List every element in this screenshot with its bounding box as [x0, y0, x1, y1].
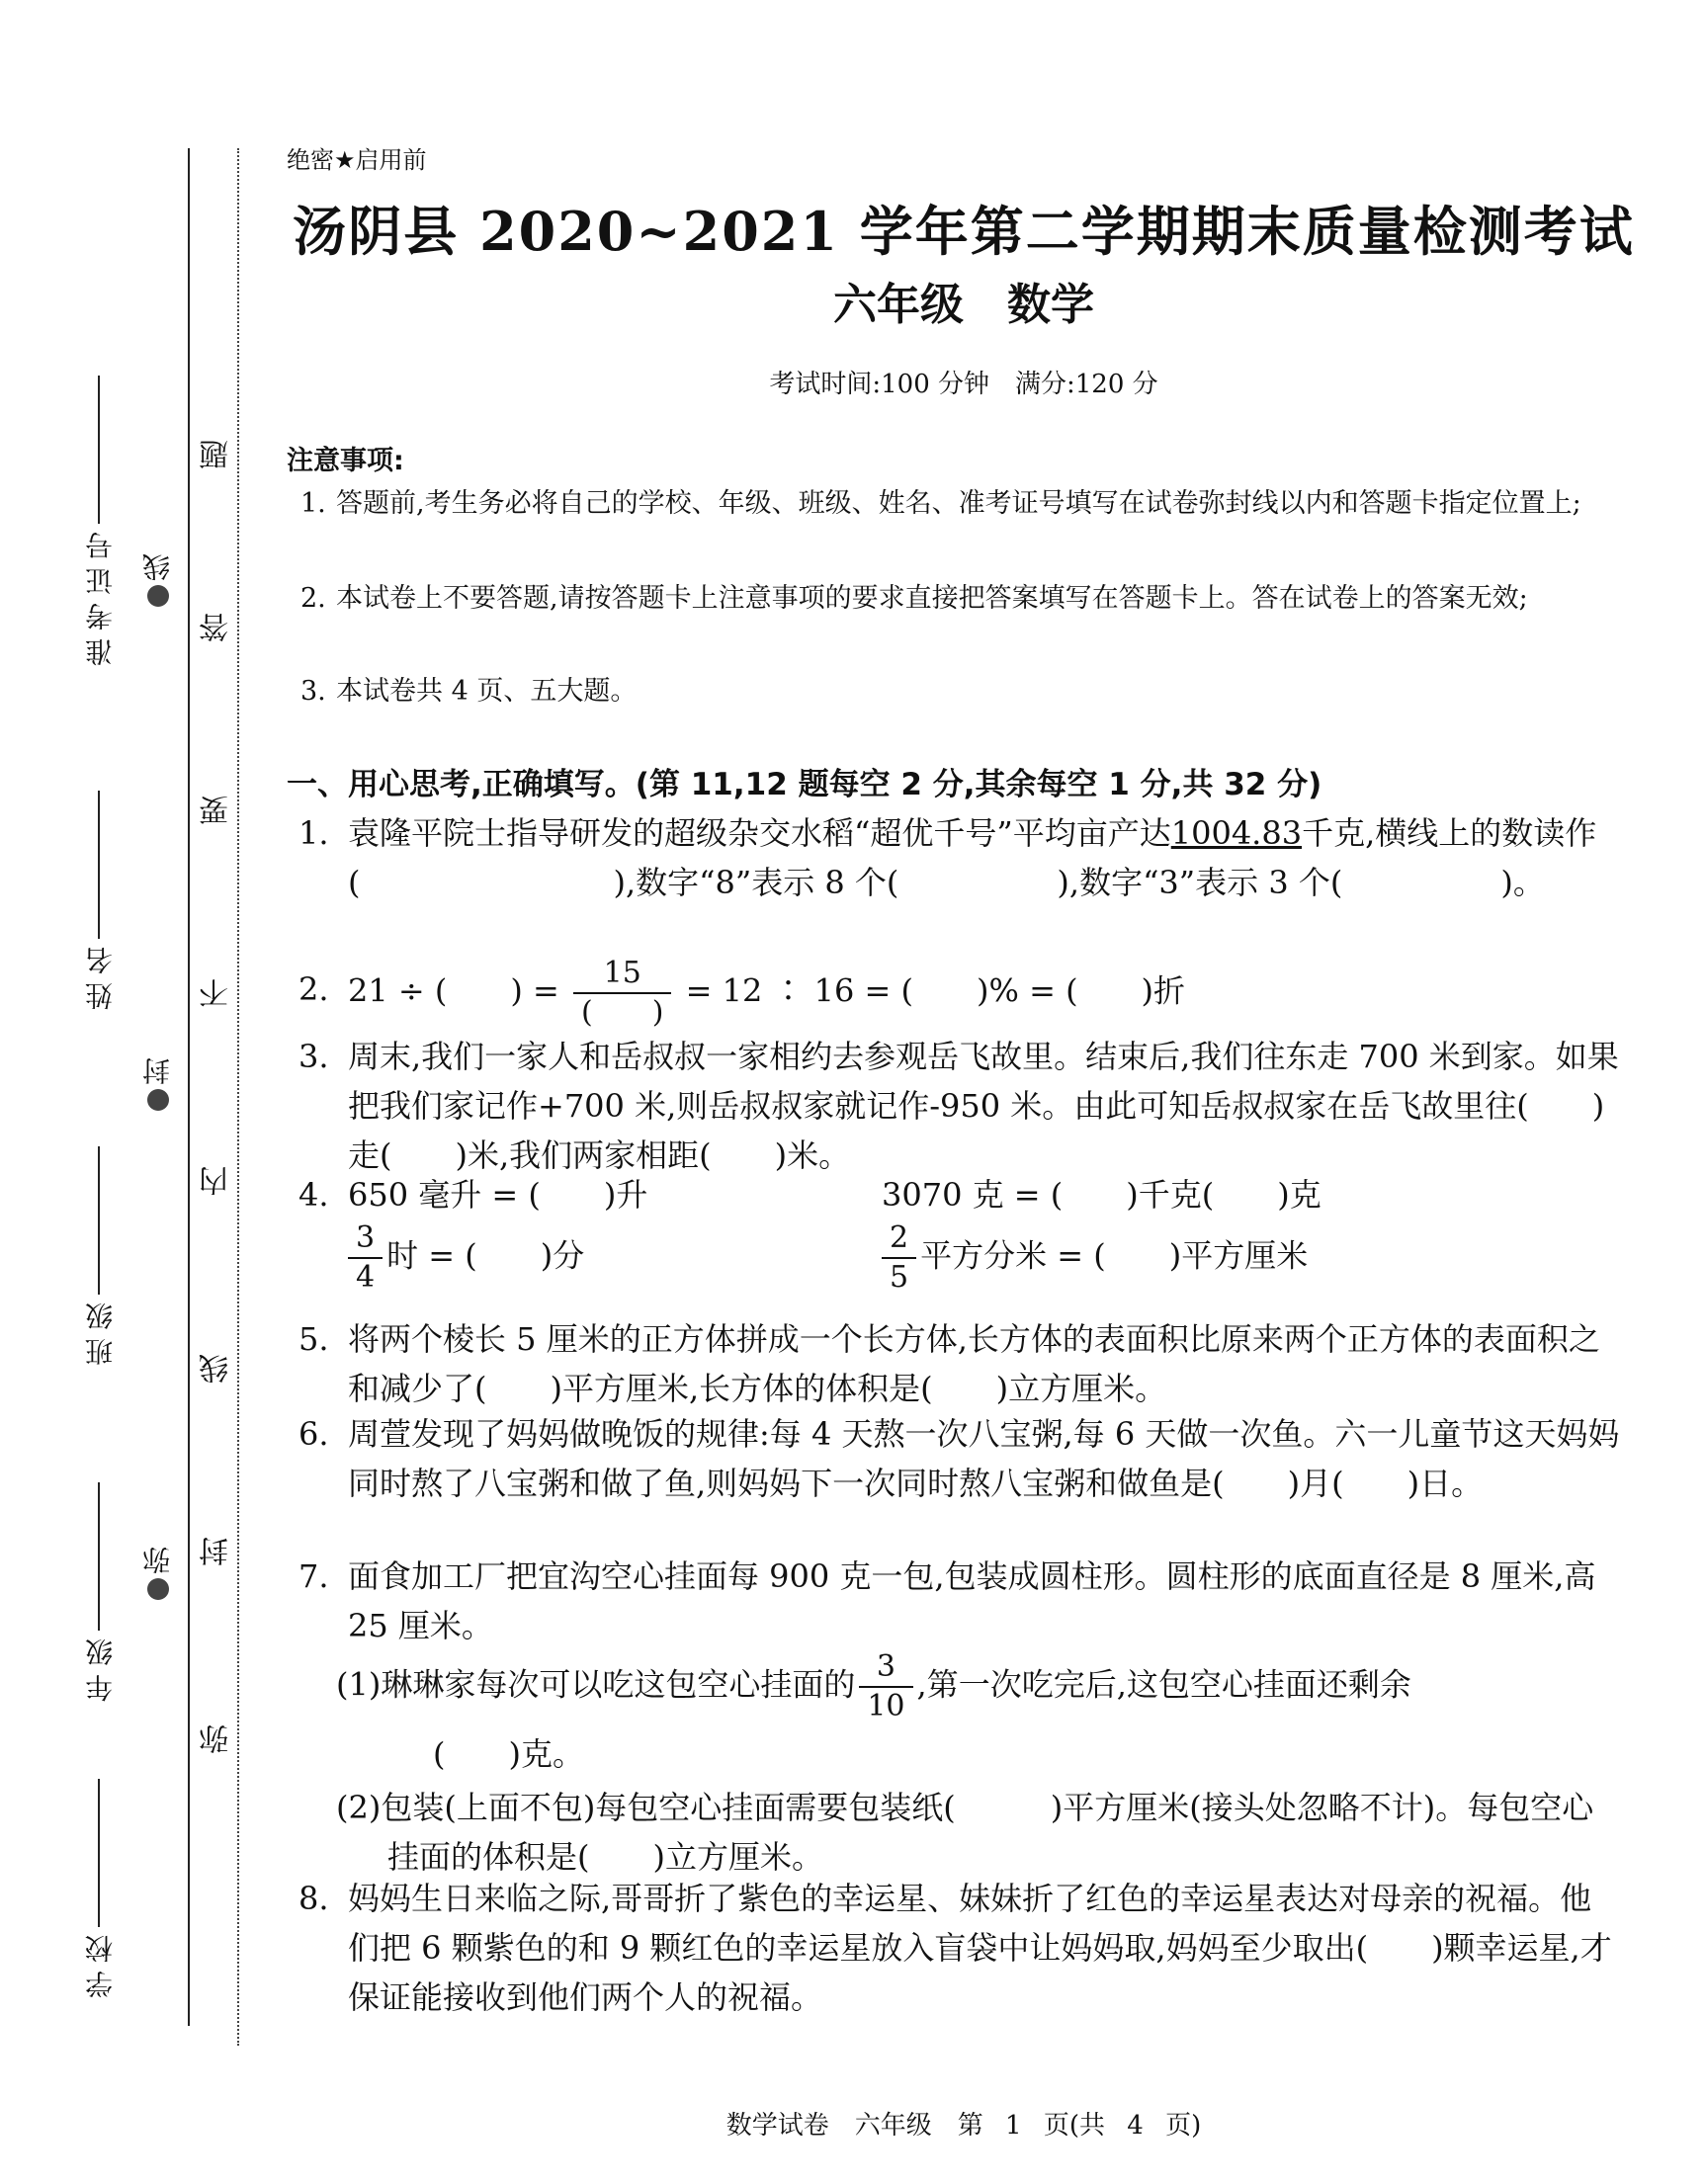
note-item: 2. 本试卷上不要答题,请按答题卡上注意事项的要求直接把答案填写在答题卡上。答在试卷上的答案无效;	[300, 583, 1528, 614]
page-title: 汤阴县 2020~2021 学年第二学期期末质量检测考试	[293, 200, 1635, 263]
class-label: 班级	[81, 1146, 121, 1366]
q4-part-c: $\frac{3}{4}$ 时 = ( )分	[348, 1219, 584, 1297]
q4-part-a: 650 毫升 = ( )升	[348, 1176, 648, 1214]
seal-char: 题	[200, 440, 234, 469]
note-item: 1. 答题前,考生务必将自己的学校、年级、班级、姓名、准考证号填写在试卷弥封线以内和答题卡指定位置上;	[300, 488, 1581, 519]
page-subtitle: 六年级 数学	[833, 280, 1094, 330]
question-4: 4. 650 毫升 = ( )升 3070 克 = ( )千克( )克 $\frac{3}{4}$ 时 = ( )分 $\frac{2}{5}$ 平方分米 = ( )平方厘米	[348, 1170, 1623, 1308]
notes-title: 注意事项:	[287, 446, 404, 476]
question-8: 8. 妈妈生日来临之际,哥哥折了紫色的幸运星、妹妹折了红色的幸运星表达对母亲的祝福。他们把 6 颗紫色的和 9 颗红色的幸运星放入盲袋中让妈妈取,妈妈至少取出( )颗幸运星,才保证能接收到他们两个人的祝福。	[298, 1880, 1612, 2016]
secret-label: 绝密★启用前	[287, 146, 427, 174]
seal-char: 封	[200, 1537, 234, 1566]
binding-dotted-line	[237, 148, 239, 2046]
question-2: 2. 21 ÷ ( ) = $\frac{15}{( )}$ = 12 ∶ 16 = ( )% = ( )折	[298, 956, 1186, 1030]
seal-dot-icon	[147, 585, 169, 607]
page-footer: 数学试卷 六年级 第 1 页(共 4 页)	[725, 2111, 1202, 2141]
seal-char: 内	[200, 1166, 234, 1196]
seal-char: 要	[200, 796, 234, 825]
fraction: $\frac{3}{10}$	[859, 1648, 912, 1725]
question-3: 3. 周末,我们一家人和岳叔叔一家相约去参观岳飞故里。结束后,我们往东走 700 米到家。如果把我们家记作+700 米,则岳叔叔家就记作-950 米。由此可知岳叔叔家在岳飞故里往( )走( )米,我们两家相距( )米。	[298, 1038, 1619, 1174]
question-7-part-2: (2)包装(上面不包)每包空心挂面需要包装纸( )平方厘米(接头处忽略不计)。每包空心挂面的体积是( )立方厘米。	[336, 1789, 1594, 1876]
school-label: 学校	[81, 1779, 121, 1998]
name-label: 姓名	[81, 791, 121, 1010]
underlined-number: 1004.83	[1170, 814, 1303, 852]
question-1: 1. 袁隆平院士指导研发的超级杂交水稻“超优千号”平均亩产达1004.83千克,横线上的数读作( ),数字“8”表示 8 个( ),数字“3”表示 3 个( )。	[298, 814, 1597, 901]
question-7-part-1: (1)琳琳家每次可以吃这包空心挂面的 $\frac{3}{10}$ ,第一次吃完后,这包空心挂面还剩余	[336, 1649, 1411, 1723]
exam-id-label: 准考证号	[81, 376, 121, 666]
grade-label: 年级	[81, 1482, 121, 1702]
mark-feng: 封	[138, 1057, 178, 1111]
question-6: 6. 周萱发现了妈妈做晚饭的规律:每 4 天熬一次八宝粥,每 6 天做一次鱼。六一儿童节这天妈妈同时熬了八宝粥和做了鱼,则妈妈下一次同时熬八宝粥和做鱼是( )月( )日。	[298, 1415, 1620, 1502]
seal-char: 弥	[200, 1724, 234, 1754]
exam-info: 考试时间:100 分钟 满分:120 分	[769, 370, 1158, 399]
question-7: 7. 面食加工厂把宜沟空心挂面每 900 克一包,包装成圆柱形。圆柱形的底面直径是 8 厘米,高 25 厘米。	[298, 1557, 1596, 1644]
seal-char: 线	[200, 1354, 234, 1384]
seal-dot-icon	[147, 1089, 169, 1111]
mark-mi: 弥	[138, 1547, 178, 1600]
seal-dot-icon	[147, 1578, 169, 1600]
mark-xian: 线	[138, 553, 178, 607]
binding-solid-line	[188, 148, 190, 2026]
seal-char: 答	[200, 613, 234, 642]
seal-char: 不	[200, 978, 234, 1008]
note-item: 3. 本试卷共 4 页、五大题。	[300, 676, 638, 707]
question-5: 5. 将两个棱长 5 厘米的正方体拼成一个长方体,长方体的表面积比原来两个正方体的表面积之和减少了( )平方厘米,长方体的体积是( )立方厘米。	[298, 1320, 1600, 1407]
fraction: $\frac{15}{( )}$	[573, 955, 671, 1032]
question-7-part-1-answer: ( )克。	[433, 1735, 584, 1773]
section-heading: 一、用心思考,正确填写。(第 11,12 题每空 2 分,其余每空 1 分,共 32 分)	[287, 767, 1322, 802]
q4-part-b: 3070 克 = ( )千克( )克	[882, 1176, 1321, 1214]
q4-part-d: $\frac{2}{5}$ 平方分米 = ( )平方厘米	[882, 1219, 1308, 1297]
